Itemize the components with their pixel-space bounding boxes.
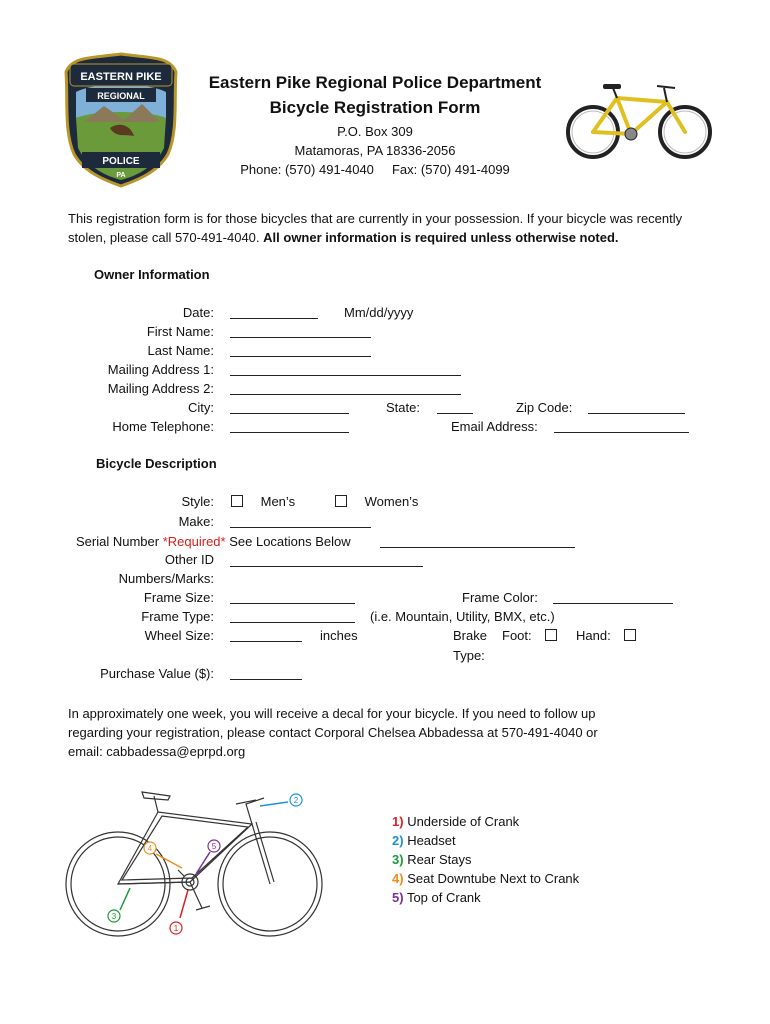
diagram-marker-4: 4 xyxy=(147,844,153,853)
legend-label: Seat Downtube Next to Crank xyxy=(407,871,580,886)
state-input[interactable] xyxy=(437,413,473,414)
legend-label: Top of Crank xyxy=(406,890,481,905)
mailing-address-1-label: Mailing Address 1: xyxy=(107,362,214,377)
badge-text-pa: PA xyxy=(116,172,126,179)
womens-label: Women’s xyxy=(364,494,419,509)
legend-label: Rear Stays xyxy=(407,852,472,867)
brake-hand-checkbox[interactable] xyxy=(624,629,636,641)
frame-size-input[interactable] xyxy=(230,603,355,604)
legend-number: 4) xyxy=(392,871,404,886)
header-phone: Phone: (570) 491-4040 xyxy=(240,162,374,177)
legend-label: Underside of Crank xyxy=(407,814,520,829)
legend-item xyxy=(392,869,579,888)
yellow-bicycle-image xyxy=(565,76,715,162)
zip-code-input[interactable] xyxy=(588,413,685,414)
mens-label: Men’s xyxy=(260,494,296,509)
frame-size-label: Frame Size: xyxy=(143,590,214,605)
mens-checkbox[interactable] xyxy=(231,495,243,507)
last-name-input[interactable] xyxy=(230,356,371,357)
home-telephone-label: Home Telephone: xyxy=(112,419,214,434)
womens-checkbox[interactable] xyxy=(335,495,347,507)
legend-number: 1) xyxy=(392,814,404,829)
other-id-input[interactable] xyxy=(230,566,423,567)
badge-text-eastern-pike: EASTERN PIKE xyxy=(80,71,162,83)
first-name-input[interactable] xyxy=(230,337,371,338)
mailing-address-2-label: Mailing Address 2: xyxy=(107,381,214,396)
frame-type-label: Frame Type: xyxy=(141,609,214,624)
header-fax: Fax: (570) 491-4099 xyxy=(391,162,510,177)
mailing-address-1-input[interactable] xyxy=(230,375,461,376)
brake-hand-option[interactable] xyxy=(576,628,636,643)
first-name-label: First Name: xyxy=(146,324,214,339)
make-label: Make: xyxy=(178,514,214,529)
badge-text-police: POLICE xyxy=(102,156,140,167)
brake-foot-checkbox[interactable] xyxy=(545,629,557,641)
mailing-address-2-input[interactable] xyxy=(230,394,461,395)
make-input[interactable] xyxy=(230,527,371,528)
badge-text-regional: REGIONAL xyxy=(97,91,145,101)
header-block xyxy=(180,70,570,179)
followup-paragraph xyxy=(68,704,708,761)
date-label: Date: xyxy=(182,305,214,320)
brake-hand-label: Hand: xyxy=(576,628,611,643)
bicycle-section-heading: Bicycle Description xyxy=(96,456,217,471)
page-title: Eastern Pike Regional Police Department xyxy=(208,73,542,92)
wheel-size-label: Wheel Size: xyxy=(144,628,214,643)
email-address-label: Email Address: xyxy=(451,419,538,434)
date-format-hint: Mm/dd/yyyy xyxy=(344,305,414,320)
intro-text: This registration form is for those bicycles that are currently in your possession. If your bicycle was recently stolen, please call 570-491-4040. xyxy=(68,211,683,245)
legend-item xyxy=(392,850,579,869)
style-label: Style: xyxy=(181,494,214,509)
frame-color-label: Frame Color: xyxy=(462,590,538,605)
zip-code-label: Zip Code: xyxy=(516,400,573,415)
city-input[interactable] xyxy=(230,413,349,414)
police-badge-logo xyxy=(64,52,178,188)
followup-line-3: email: cabbadessa@eprpd.org xyxy=(68,744,246,759)
page-subtitle: Bicycle Registration Form xyxy=(269,98,481,117)
purchase-value-input[interactable] xyxy=(230,679,302,680)
legend-label: Headset xyxy=(407,833,456,848)
serial-required-note: *Required* xyxy=(162,534,226,549)
other-id-label-line1: Other ID xyxy=(164,552,214,567)
serial-number-label xyxy=(76,534,351,549)
serial-location-diagram xyxy=(60,778,340,948)
legend-item xyxy=(392,812,579,831)
header-contact xyxy=(180,160,570,179)
wheel-size-unit: inches xyxy=(320,628,358,643)
serial-location-hint: See Locations Below xyxy=(229,534,351,549)
header-address-2: Matamoras, PA 18336-2056 xyxy=(294,143,456,158)
diagram-marker-2: 2 xyxy=(293,796,299,805)
brake-type-label-line2: Type: xyxy=(453,648,485,663)
serial-location-legend xyxy=(392,812,579,907)
intro-required-note: All owner information is required unless otherwise noted. xyxy=(263,230,619,245)
state-label: State: xyxy=(386,400,420,415)
frame-color-input[interactable] xyxy=(553,603,673,604)
date-input[interactable] xyxy=(230,318,318,319)
other-id-label-line2: Numbers/Marks: xyxy=(118,571,214,586)
legend-item xyxy=(392,831,579,850)
brake-type-label-line1: Brake xyxy=(453,628,487,643)
brake-foot-option[interactable] xyxy=(502,628,557,643)
diagram-marker-1: 1 xyxy=(173,924,179,933)
legend-number: 5) xyxy=(392,890,404,905)
last-name-label: Last Name: xyxy=(147,343,214,358)
wheel-size-input[interactable] xyxy=(230,641,302,642)
legend-item xyxy=(392,888,579,907)
header-address-1: P.O. Box 309 xyxy=(337,124,413,139)
serial-number-text: Serial Number xyxy=(76,534,160,549)
brake-foot-label: Foot: xyxy=(502,628,532,643)
followup-line-2: regarding your registration, please contact Corporal Chelsea Abbadessa at 570-491-4040 or xyxy=(68,725,598,740)
legend-number: 2) xyxy=(392,833,404,848)
serial-number-input[interactable] xyxy=(380,547,575,548)
email-address-input[interactable] xyxy=(554,432,689,433)
frame-type-input[interactable] xyxy=(230,622,355,623)
mens-option[interactable] xyxy=(231,494,295,509)
intro-paragraph xyxy=(68,209,708,247)
frame-type-hint: (i.e. Mountain, Utility, BMX, etc.) xyxy=(370,609,555,624)
purchase-value-label: Purchase Value ($): xyxy=(100,666,214,681)
home-telephone-input[interactable] xyxy=(230,432,349,433)
owner-section-heading: Owner Information xyxy=(94,267,210,282)
city-label: City: xyxy=(188,400,214,415)
diagram-marker-3: 3 xyxy=(111,912,117,921)
followup-line-1: In approximately one week, you will receive a decal for your bicycle. If you need to follow up xyxy=(68,706,596,721)
diagram-marker-5: 5 xyxy=(211,842,217,851)
legend-number: 3) xyxy=(392,852,404,867)
womens-option[interactable] xyxy=(335,494,418,509)
